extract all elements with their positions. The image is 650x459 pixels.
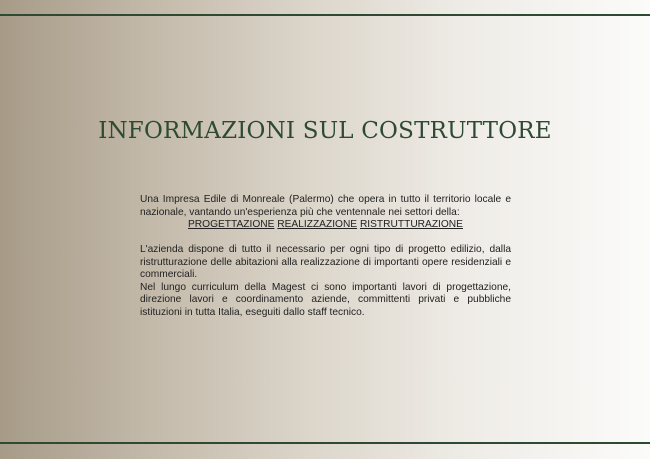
paragraph-spacer bbox=[140, 232, 511, 245]
sector-realizzazione: REALIZZAZIONE bbox=[277, 219, 358, 230]
page-title: INFORMAZIONI SUL COSTRUTTORE bbox=[98, 118, 552, 144]
builder-description bbox=[140, 194, 511, 319]
curriculum-paragraph: Nel lungo curriculum della Magest ci sono importanti lavori di progettazione, direzione lavori e coordinamento aziende, committenti privati e pubbliche istituzioni in tutta Italia, eseguiti dallo staff tecnico. bbox=[140, 281, 511, 318]
intro-paragraph: Una Impresa Edile di Monreale (Palermo) che opera in tutto il territorio locale e nazionale, vantando un'esperienza più che ventennale nei settori della: bbox=[140, 194, 511, 218]
company-paragraph: L'azienda dispone di tutto il necessario per ogni tipo di progetto edilizio, dalla ristrutturazione delle abitazioni alla realizzazione di importanti opere residenziali e commerciali. bbox=[140, 244, 511, 280]
bottom-divider bbox=[0, 442, 650, 444]
sector-ristrutturazione: RISTRUTTURAZIONE bbox=[359, 219, 463, 230]
top-divider bbox=[0, 14, 650, 16]
sector-progettazione: PROGETTAZIONE bbox=[188, 219, 275, 230]
sectors-list bbox=[140, 219, 511, 232]
